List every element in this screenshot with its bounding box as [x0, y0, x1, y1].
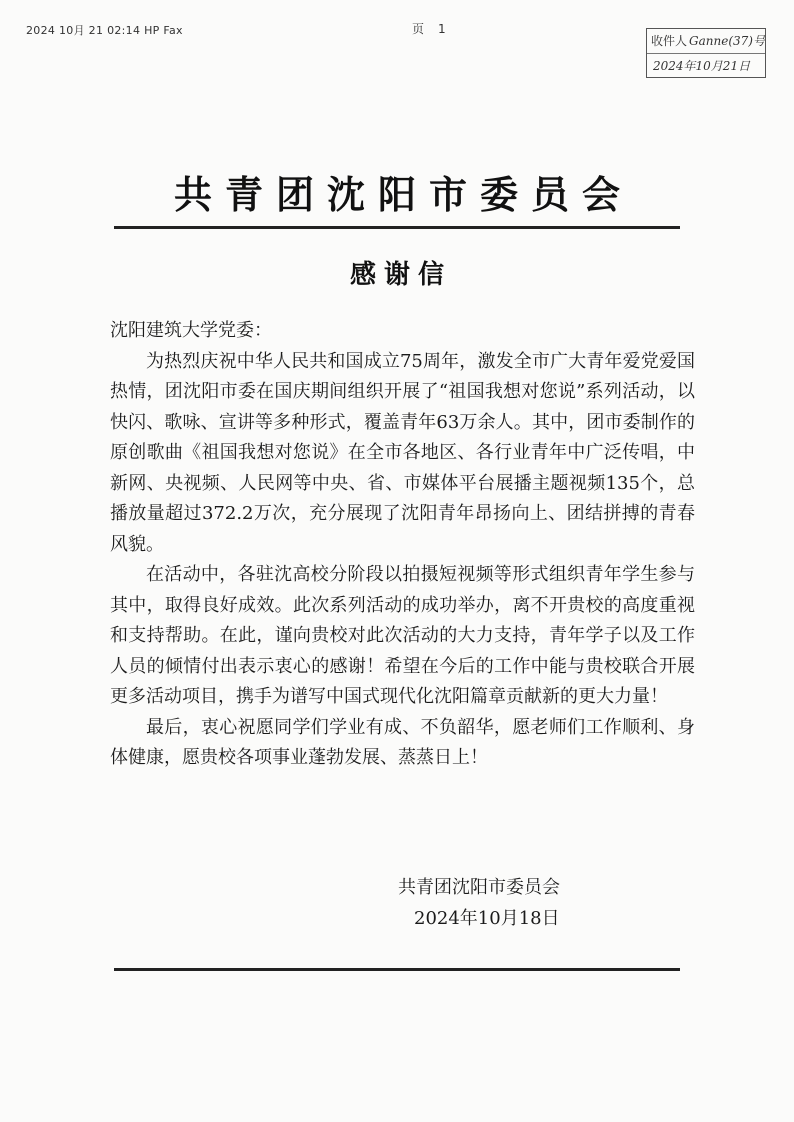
page-label: 页 — [412, 22, 425, 36]
stamp-label: 收件人 — [651, 34, 688, 48]
page-number: 1 — [438, 22, 446, 36]
fax-page-indicator — [412, 20, 446, 37]
body-paragraph-2: 在活动中，各驻沈高校分阶段以拍摄短视频等形式组织青年学生参与其中，取得良好成效。此次系列活动的成功举办，离不开贵校的高度重视和支持帮助。在此，谨向贵校对此次活动的大力支持，青年学子以及工作人员的倾情付出表示衷心的感谢！希望在今后的工作中能与贵校联合开展更多活动项目，携手为谱写中国式现代化沈阳篇章贡献新的更大力量！ — [110, 564, 695, 707]
signature-date: 2024年10月18日 — [414, 908, 560, 929]
footer-divider — [114, 968, 680, 971]
stamp-date-row — [647, 53, 765, 78]
letterhead-organization: 共青团沈阳市委员会 — [173, 172, 633, 217]
stamp-handwritten-name: Ganne(37)号 — [689, 34, 765, 48]
letterhead-divider — [114, 226, 680, 229]
stamp-handwritten-date: 2024年10月21日 — [653, 59, 751, 73]
body-paragraph-1: 为热烈庆祝中华人民共和国成立75周年，激发全市广大青年爱党爱国热情，团沈阳市委在国庆期间组织开展了“祖国我想对您说”系列活动，以快闪、歌咏、宣讲等多种形式，覆盖青年63万余人。其中，团市委制作的原创歌曲《祖国我想对您说》在全市各地区、各行业青年中广泛传唱，中新网、央视频、人民网等中央、省、市媒体平台展播主题视频135个，总播放量超过372.2万次，充分展现了沈阳青年昂扬向上、团结拼搏的青春风貌。 — [110, 350, 695, 555]
signature-organization: 共青团沈阳市委员会 — [398, 877, 560, 898]
signature-block — [398, 872, 560, 934]
letter-title: 感谢信 — [349, 260, 452, 290]
body-paragraph-3: 最后，衷心祝愿同学们学业有成、不负韶华，愿老师们工作顺利、身体健康，愿贵校各项事业蓬勃发展、蒸蒸日上！ — [110, 716, 695, 768]
fax-header-line: 2024 10月 21 02:14 HP Fax — [26, 24, 183, 37]
letter-body — [110, 316, 695, 774]
salutation: 沈阳建筑大学党委： — [110, 320, 272, 341]
stamp-recipient-row — [647, 29, 765, 53]
receipt-stamp — [646, 28, 766, 78]
